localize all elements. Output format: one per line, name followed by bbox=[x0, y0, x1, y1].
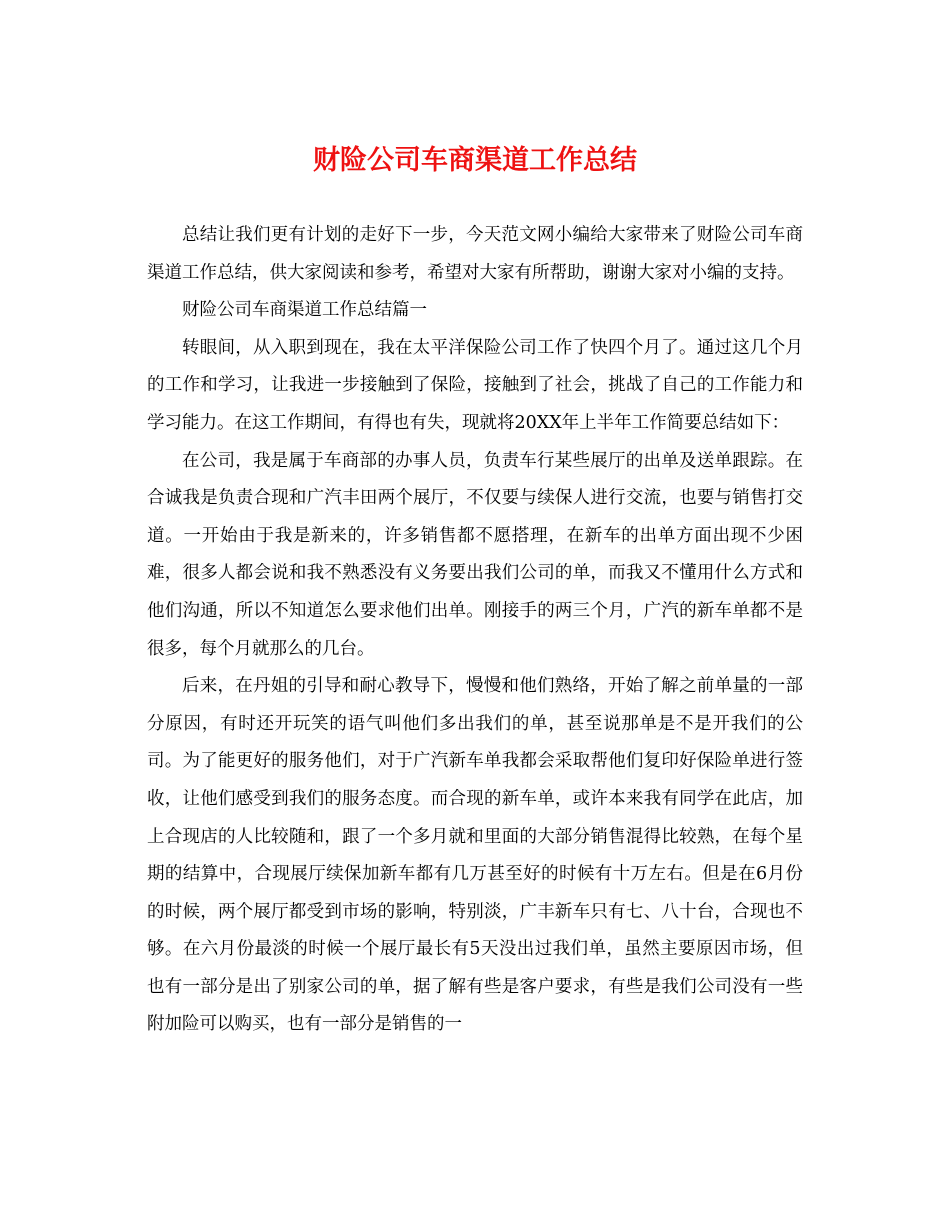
body-paragraph: 后来，在丹姐的引导和耐心教导下，慢慢和他们熟络，开始了解之前单量的一部分原因，有时还开玩笑的语气叫他们多出我们的单，甚至说那单是不是开我们的公司。为了能更好的服务他们，对于广汽新车单我都会采取帮他们复印好保险单进行签收，让他们感受到我们的服务态度。而合现的新车单，或许本来我有同学在此店，加上合现店的人比较随和，跟了一个多月就和里面的大部分销售混得比较熟，在每个星期的结算中，合现展厅续保加新车都有几万甚至好的时候有十万左右。但是在6月份的时候，两个展厅都受到市场的影响，特别淡，广丰新车只有七、八十台，合现也不够。在六月份最淡的时候一个展厅最长有5天没出过我们单，虽然主要原因市场，但也有一部分是出了别家公司的单，据了解有些是客户要求，有些是我们公司没有一些附加险可以购买，也有一部分是销售的一 bbox=[147, 676, 803, 1035]
body-paragraph: 转眼间，从入职到现在，我在太平洋保险公司工作了快四个月了。通过这几个月的工作和学习，让我进一步接触到了保险，接触到了社会，挑战了自己的工作能力和学习能力。在这工作期间，有得也有失，现就将20XX年上半年工作简要总结如下： bbox=[147, 337, 803, 433]
intro-paragraph: 总结让我们更有计划的走好下一步，今天范文网小编给大家带来了财险公司车商渠道工作总结，供大家阅读和参考，希望对大家有所帮助，谢谢大家对小编的支持。 bbox=[147, 225, 803, 283]
section-heading: 财险公司车商渠道工作总结篇一 bbox=[182, 300, 427, 321]
body-paragraph: 在公司，我是属于车商部的办事人员，负责车行某些展厅的出单及送单跟踪。在合诚我是负责合现和广汽丰田两个展厅，不仅要与续保人进行交流，也要与销售打交道。一开始由于我是新来的，许多销售都不愿搭理，在新车的出单方面出现不少困难，很多人都会说和我不熟悉没有义务要出我们公司的单，而我又不懂用什么方式和他们沟通，所以不知道怎么要求他们出单。刚接手的两三个月，广汽的新车单都不是很多，每个月就那么的几台。 bbox=[147, 450, 803, 659]
document-body bbox=[147, 217, 803, 1044]
document-title: 财险公司车商渠道工作总结 bbox=[313, 145, 637, 176]
